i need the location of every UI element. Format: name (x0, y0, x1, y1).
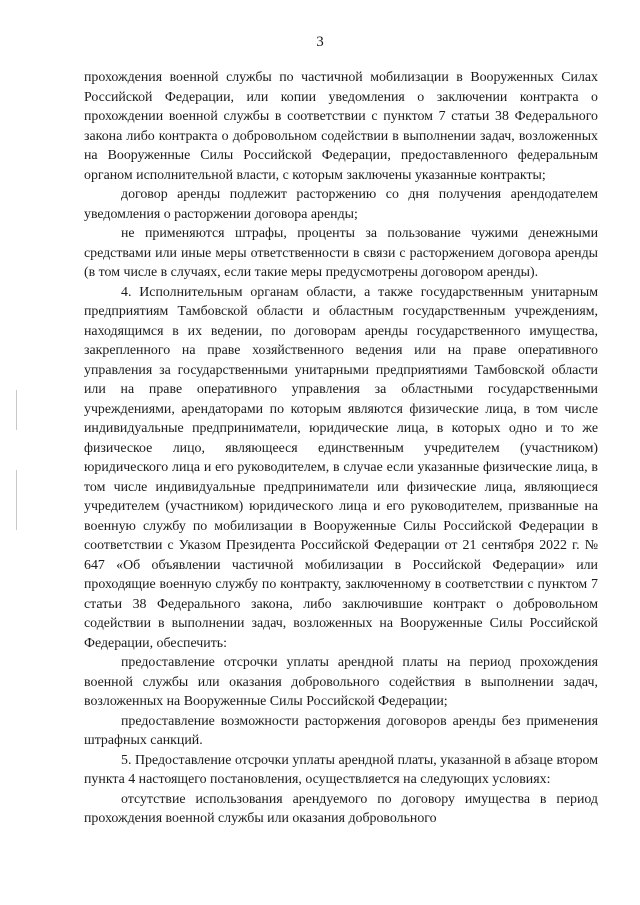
margin-scan-mark (16, 470, 17, 530)
paragraph: отсутствие использования арендуемого по договору имущества в период прохождения военной службы или оказания добровольного (84, 791, 598, 826)
paragraph: предоставление возможности расторжения договоров аренды без применения штрафных санкций. (84, 713, 598, 748)
paragraph: 4. Исполнительным органам области, а также государственным унитарным предприятиям Тамбовской области и областным государственным учреждениям, находящимся в их ведении, по договорам аренды государственного имущества, закрепленного на праве хозяйственного ведения или на праве оперативного управления за государственными унитарными предприятиями Тамбовской области или на праве оперативного управления за областными государственными учреждениями, арендаторами по которым являются физические лица, в том числе индивидуальные предприниматели, юридические лица, в которых одно и то же физическое лицо, являющееся единственным учредителем (участником) юридического лица и его руководителем, в случае если указанные физические лица, в том числе индивидуальные предприниматели или физические лица, являющиеся учредителем (участником) юридического лица и его руководителем, призванные на военную службу по мобилизации в Вооруженные Силы Российской Федерации в соответствии с Указом Президента Российской Федерации от 21 сентября 2022 г. № 647 «Об объявлении частичной мобилизации в Российской Федерации» или проходящие военную службу по контракту, заключенному в соответствии с пунктом 7 статьи 38 Федерального закона, либо заключившие контракт о добровольном содействии в выполнении задач, возложенных на Вооруженные Силы Российской Федерации, обеспечить: (84, 284, 598, 651)
margin-scan-mark (16, 390, 17, 430)
document-body (84, 68, 598, 829)
paragraph: прохождения военной службы по частичной мобилизации в Вооруженных Силах Российской Федерации, или копии уведомления о заключении контракта о прохождении военной службы в соответствии с пунктом 7 статьи 38 Федерального закона либо контракта о добровольном содействии в выполнении задач, возложенных на Вооруженные Силы Российской Федерации, предоставленного федеральным органом исполнительной власти, с которым заключены указанные контракты; (84, 70, 598, 183)
paragraph: предоставление отсрочки уплаты арендной платы на период прохождения военной службы или оказания добровольного содействия в выполнении задач, возложенных на Вооруженные Силы Российской Федерации; (84, 655, 598, 709)
paragraph: договор аренды подлежит расторжению со дня получения арендодателем уведомления о расторжении договора аренды; (84, 187, 598, 222)
paragraph: не применяются штрафы, проценты за пользование чужими денежными средствами или иные меры ответственности в связи с расторжением договора аренды (в том числе в случаях, если такие меры предусмотрены договором аренды). (84, 226, 598, 280)
page-number: 3 (316, 34, 324, 50)
paragraph: 5. Предоставление отсрочки уплаты арендной платы, указанной в абзаце втором пункта 4 настоящего постановления, осуществляется на следующих условиях: (84, 752, 598, 787)
